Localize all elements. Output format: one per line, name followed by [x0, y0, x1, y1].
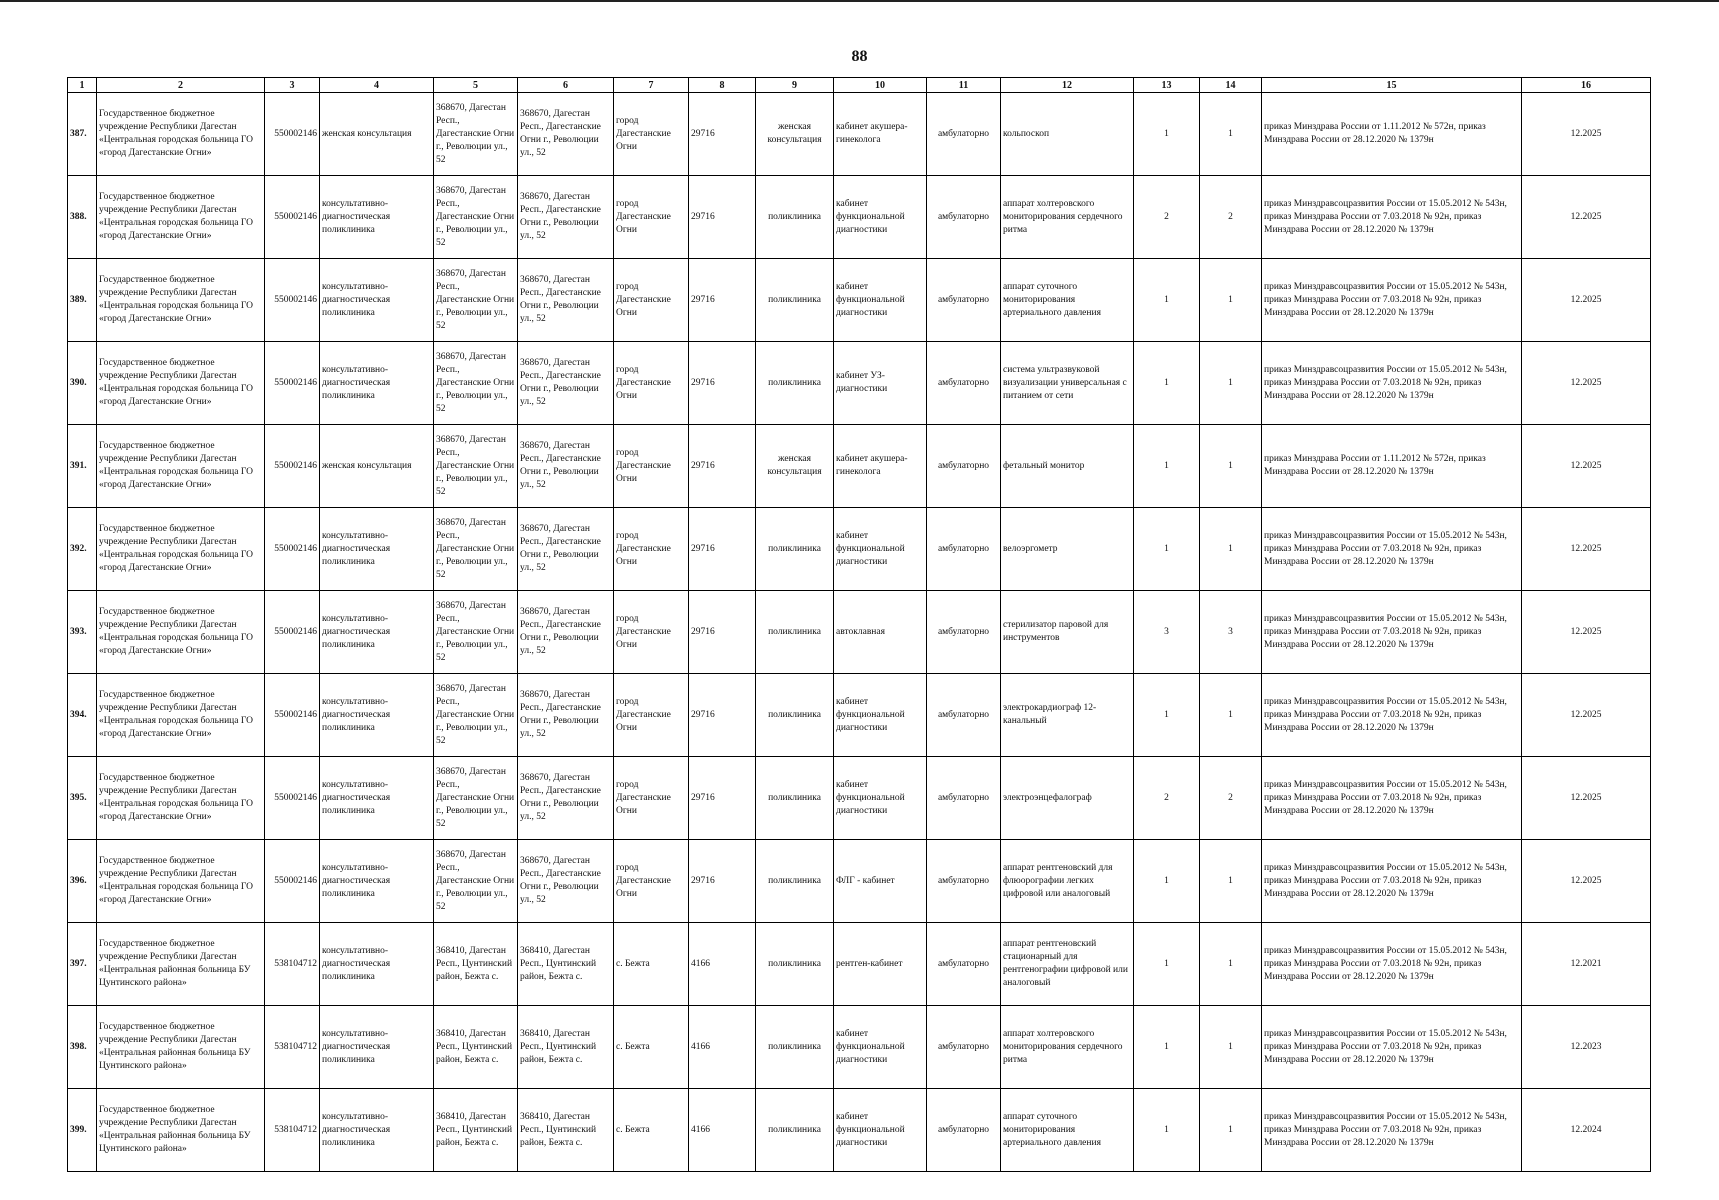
legal-address: 368670, Дагестан Респ., Дагестанские Огни г., Революции ул., 52: [434, 591, 518, 674]
table-row: [68, 923, 1651, 1006]
department-name: женская консультация: [320, 425, 434, 508]
column-header: 14: [1200, 78, 1262, 93]
quantity-planned: 1: [1200, 923, 1262, 1006]
oktmo-code: 4166: [689, 1089, 756, 1172]
settlement: город Дагестанские Огни: [614, 757, 689, 840]
delivery-date: 12.2025: [1522, 93, 1651, 176]
regulatory-order: приказ Минздравсоцразвития России от 15.05.2012 № 543н, приказ Минздрава России от 7.03.2018 № 92н, приказ Минздрава России от 28.12.2020 № 1379н: [1262, 923, 1522, 1006]
row-number: 388.: [68, 176, 97, 259]
table-row: [68, 1089, 1651, 1172]
column-header: 11: [927, 78, 1001, 93]
equipment-registry-table: [67, 77, 1651, 1172]
column-header: 4: [320, 78, 434, 93]
organization-code: 538104712: [265, 1089, 320, 1172]
equipment-name: аппарат суточного мониторирования артериального давления: [1001, 1089, 1134, 1172]
table-row: [68, 757, 1651, 840]
organization-code: 550002146: [265, 176, 320, 259]
organization-name: Государственное бюджетное учреждение Республики Дагестан «Центральная городская больница ГО «город Дагестанские Огни»: [97, 342, 265, 425]
equipment-name: кольпоскоп: [1001, 93, 1134, 176]
column-header: 5: [434, 78, 518, 93]
room-name: кабинет акушера-гинеколога: [834, 425, 927, 508]
organization-name: Государственное бюджетное учреждение Республики Дагестан «Центральная городская больница ГО «город Дагестанские Огни»: [97, 259, 265, 342]
oktmo-code: 29716: [689, 508, 756, 591]
organization-code: 550002146: [265, 757, 320, 840]
organization-code: 550002146: [265, 259, 320, 342]
quantity-required: 1: [1134, 1089, 1200, 1172]
care-conditions: амбулаторно: [927, 840, 1001, 923]
row-number: 391.: [68, 425, 97, 508]
legal-address: 368670, Дагестан Респ., Дагестанские Огни г., Революции ул., 52: [434, 508, 518, 591]
oktmo-code: 29716: [689, 674, 756, 757]
quantity-planned: 1: [1200, 342, 1262, 425]
settlement: с. Бежта: [614, 923, 689, 1006]
quantity-planned: 1: [1200, 508, 1262, 591]
oktmo-code: 29716: [689, 757, 756, 840]
organization-code: 550002146: [265, 591, 320, 674]
actual-address: 368670, Дагестан Респ., Дагестанские Огни г., Революции ул., 52: [518, 508, 614, 591]
department-name: консультативно-диагностическая поликлиника: [320, 259, 434, 342]
subdivision: поликлиника: [756, 1006, 834, 1089]
column-header: 9: [756, 78, 834, 93]
delivery-date: 12.2025: [1522, 425, 1651, 508]
delivery-date: 12.2025: [1522, 259, 1651, 342]
organization-name: Государственное бюджетное учреждение Республики Дагестан «Центральная городская больница ГО «город Дагестанские Огни»: [97, 591, 265, 674]
room-name: кабинет функциональной диагностики: [834, 1089, 927, 1172]
column-header: 13: [1134, 78, 1200, 93]
care-conditions: амбулаторно: [927, 425, 1001, 508]
table-row: [68, 591, 1651, 674]
column-number-row: [68, 78, 1651, 93]
department-name: консультативно-диагностическая поликлиника: [320, 1089, 434, 1172]
legal-address: 368670, Дагестан Респ., Дагестанские Огни г., Революции ул., 52: [434, 176, 518, 259]
column-header: 3: [265, 78, 320, 93]
care-conditions: амбулаторно: [927, 1089, 1001, 1172]
row-number: 395.: [68, 757, 97, 840]
settlement: город Дагестанские Огни: [614, 508, 689, 591]
oktmo-code: 29716: [689, 176, 756, 259]
delivery-date: 12.2025: [1522, 342, 1651, 425]
column-header: 1: [68, 78, 97, 93]
delivery-date: 12.2025: [1522, 757, 1651, 840]
equipment-name: аппарат рентгеновский стационарный для рентгенографии цифровой или аналоговый: [1001, 923, 1134, 1006]
regulatory-order: приказ Минздравсоцразвития России от 15.05.2012 № 543н, приказ Минздрава России от 7.03.2018 № 92н, приказ Минздрава России от 28.12.2020 № 1379н: [1262, 176, 1522, 259]
care-conditions: амбулаторно: [927, 259, 1001, 342]
row-number: 393.: [68, 591, 97, 674]
regulatory-order: приказ Минздравсоцразвития России от 15.05.2012 № 543н, приказ Минздрава России от 7.03.2018 № 92н, приказ Минздрава России от 28.12.2020 № 1379н: [1262, 674, 1522, 757]
settlement: город Дагестанские Огни: [614, 591, 689, 674]
quantity-planned: 1: [1200, 93, 1262, 176]
organization-name: Государственное бюджетное учреждение Республики Дагестан «Центральная городская больница ГО «город Дагестанские Огни»: [97, 674, 265, 757]
equipment-name: аппарат холтеровского мониторирования сердечного ритма: [1001, 1006, 1134, 1089]
quantity-required: 2: [1134, 757, 1200, 840]
oktmo-code: 29716: [689, 840, 756, 923]
care-conditions: амбулаторно: [927, 591, 1001, 674]
delivery-date: 12.2021: [1522, 923, 1651, 1006]
actual-address: 368670, Дагестан Респ., Дагестанские Огни г., Революции ул., 52: [518, 840, 614, 923]
table-row: [68, 1006, 1651, 1089]
quantity-required: 3: [1134, 591, 1200, 674]
care-conditions: амбулаторно: [927, 176, 1001, 259]
department-name: консультативно-диагностическая поликлиника: [320, 674, 434, 757]
regulatory-order: приказ Минздравсоцразвития России от 15.05.2012 № 543н, приказ Минздрава России от 7.03.2018 № 92н, приказ Минздрава России от 28.12.2020 № 1379н: [1262, 591, 1522, 674]
row-number: 394.: [68, 674, 97, 757]
organization-code: 550002146: [265, 508, 320, 591]
care-conditions: амбулаторно: [927, 923, 1001, 1006]
table-row: [68, 425, 1651, 508]
department-name: консультативно-диагностическая поликлиника: [320, 176, 434, 259]
column-header: 16: [1522, 78, 1651, 93]
equipment-name: система ультразвуковой визуализации универсальная с питанием от сети: [1001, 342, 1134, 425]
regulatory-order: приказ Минздравсоцразвития России от 15.05.2012 № 543н, приказ Минздрава России от 7.03.2018 № 92н, приказ Минздрава России от 28.12.2020 № 1379н: [1262, 259, 1522, 342]
table-row: [68, 259, 1651, 342]
organization-code: 550002146: [265, 840, 320, 923]
regulatory-order: приказ Минздрава России от 1.11.2012 № 572н, приказ Минздрава России от 28.12.2020 № 1379н: [1262, 425, 1522, 508]
quantity-planned: 1: [1200, 674, 1262, 757]
row-number: 392.: [68, 508, 97, 591]
actual-address: 368670, Дагестан Респ., Дагестанские Огни г., Революции ул., 52: [518, 425, 614, 508]
care-conditions: амбулаторно: [927, 508, 1001, 591]
organization-code: 550002146: [265, 425, 320, 508]
actual-address: 368670, Дагестан Респ., Дагестанские Огни г., Революции ул., 52: [518, 591, 614, 674]
equipment-name: аппарат холтеровского мониторирования сердечного ритма: [1001, 176, 1134, 259]
actual-address: 368670, Дагестан Респ., Дагестанские Огни г., Революции ул., 52: [518, 342, 614, 425]
row-number: 397.: [68, 923, 97, 1006]
delivery-date: 12.2025: [1522, 674, 1651, 757]
subdivision: женская консультация: [756, 425, 834, 508]
actual-address: 368670, Дагестан Респ., Дагестанские Огни г., Революции ул., 52: [518, 93, 614, 176]
row-number: 389.: [68, 259, 97, 342]
table-row: [68, 176, 1651, 259]
regulatory-order: приказ Минздравсоцразвития России от 15.05.2012 № 543н, приказ Минздрава России от 7.03.2018 № 92н, приказ Минздрава России от 28.12.2020 № 1379н: [1262, 1006, 1522, 1089]
organization-code: 538104712: [265, 923, 320, 1006]
care-conditions: амбулаторно: [927, 757, 1001, 840]
subdivision: поликлиника: [756, 259, 834, 342]
department-name: консультативно-диагностическая поликлиника: [320, 757, 434, 840]
quantity-required: 1: [1134, 425, 1200, 508]
quantity-required: 1: [1134, 342, 1200, 425]
organization-code: 538104712: [265, 1006, 320, 1089]
quantity-planned: 3: [1200, 591, 1262, 674]
regulatory-order: приказ Минздравсоцразвития России от 15.05.2012 № 543н, приказ Минздрава России от 7.03.2018 № 92н, приказ Минздрава России от 28.12.2020 № 1379н: [1262, 342, 1522, 425]
regulatory-order: приказ Минздрава России от 1.11.2012 № 572н, приказ Минздрава России от 28.12.2020 № 1379н: [1262, 93, 1522, 176]
organization-name: Государственное бюджетное учреждение Республики Дагестан «Центральная городская больница ГО «город Дагестанские Огни»: [97, 840, 265, 923]
delivery-date: 12.2025: [1522, 591, 1651, 674]
room-name: кабинет функциональной диагностики: [834, 508, 927, 591]
organization-name: Государственное бюджетное учреждение Республики Дагестан «Центральная городская больница ГО «город Дагестанские Огни»: [97, 93, 265, 176]
regulatory-order: приказ Минздравсоцразвития России от 15.05.2012 № 543н, приказ Минздрава России от 7.03.2018 № 92н, приказ Минздрава России от 28.12.2020 № 1379н: [1262, 840, 1522, 923]
quantity-planned: 1: [1200, 259, 1262, 342]
column-header: 12: [1001, 78, 1134, 93]
table-row: [68, 508, 1651, 591]
equipment-name: аппарат суточного мониторирования артериального давления: [1001, 259, 1134, 342]
quantity-planned: 2: [1200, 757, 1262, 840]
row-number: 396.: [68, 840, 97, 923]
actual-address: 368410, Дагестан Респ., Цунтинский район, Бежта с.: [518, 1089, 614, 1172]
oktmo-code: 4166: [689, 1006, 756, 1089]
organization-code: 550002146: [265, 342, 320, 425]
department-name: консультативно-диагностическая поликлиника: [320, 342, 434, 425]
legal-address: 368670, Дагестан Респ., Дагестанские Огни г., Революции ул., 52: [434, 840, 518, 923]
subdivision: женская консультация: [756, 93, 834, 176]
room-name: кабинет функциональной диагностики: [834, 674, 927, 757]
delivery-date: 12.2025: [1522, 840, 1651, 923]
actual-address: 368670, Дагестан Респ., Дагестанские Огни г., Революции ул., 52: [518, 674, 614, 757]
equipment-name: аппарат рентгеновский для флюорографии легких цифровой или аналоговый: [1001, 840, 1134, 923]
subdivision: поликлиника: [756, 840, 834, 923]
room-name: рентген-кабинет: [834, 923, 927, 1006]
regulatory-order: приказ Минздравсоцразвития России от 15.05.2012 № 543н, приказ Минздрава России от 7.03.2018 № 92н, приказ Минздрава России от 28.12.2020 № 1379н: [1262, 757, 1522, 840]
department-name: консультативно-диагностическая поликлиника: [320, 508, 434, 591]
column-header: 6: [518, 78, 614, 93]
organization-name: Государственное бюджетное учреждение Республики Дагестан «Центральная районная больница БУ Цунтинского района»: [97, 1006, 265, 1089]
settlement: город Дагестанские Огни: [614, 425, 689, 508]
legal-address: 368410, Дагестан Респ., Цунтинский район, Бежта с.: [434, 1006, 518, 1089]
care-conditions: амбулаторно: [927, 674, 1001, 757]
quantity-required: 1: [1134, 508, 1200, 591]
row-number: 387.: [68, 93, 97, 176]
settlement: город Дагестанские Огни: [614, 342, 689, 425]
delivery-date: 12.2025: [1522, 508, 1651, 591]
column-header: 2: [97, 78, 265, 93]
table-row: [68, 93, 1651, 176]
organization-name: Государственное бюджетное учреждение Республики Дагестан «Центральная районная больница БУ Цунтинского района»: [97, 1089, 265, 1172]
room-name: кабинет функциональной диагностики: [834, 1006, 927, 1089]
subdivision: поликлиника: [756, 508, 834, 591]
equipment-name: электроэнцефалограф: [1001, 757, 1134, 840]
legal-address: 368670, Дагестан Респ., Дагестанские Огни г., Революции ул., 52: [434, 342, 518, 425]
room-name: кабинет УЗ-диагностики: [834, 342, 927, 425]
quantity-required: 2: [1134, 176, 1200, 259]
subdivision: поликлиника: [756, 757, 834, 840]
oktmo-code: 29716: [689, 591, 756, 674]
delivery-date: 12.2023: [1522, 1006, 1651, 1089]
settlement: с. Бежта: [614, 1006, 689, 1089]
row-number: 399.: [68, 1089, 97, 1172]
department-name: консультативно-диагностическая поликлиника: [320, 1006, 434, 1089]
room-name: ФЛГ - кабинет: [834, 840, 927, 923]
room-name: кабинет функциональной диагностики: [834, 259, 927, 342]
page-number: 88: [851, 48, 868, 65]
organization-name: Государственное бюджетное учреждение Республики Дагестан «Центральная городская больница ГО «город Дагестанские Огни»: [97, 757, 265, 840]
subdivision: поликлиника: [756, 923, 834, 1006]
oktmo-code: 4166: [689, 923, 756, 1006]
quantity-required: 1: [1134, 923, 1200, 1006]
subdivision: поликлиника: [756, 591, 834, 674]
equipment-name: фетальный монитор: [1001, 425, 1134, 508]
actual-address: 368670, Дагестан Респ., Дагестанские Огни г., Революции ул., 52: [518, 176, 614, 259]
settlement: город Дагестанские Огни: [614, 674, 689, 757]
scan-edge-line: [0, 0, 1719, 2]
equipment-name: велоэргометр: [1001, 508, 1134, 591]
department-name: консультативно-диагностическая поликлиника: [320, 923, 434, 1006]
oktmo-code: 29716: [689, 342, 756, 425]
row-number: 398.: [68, 1006, 97, 1089]
column-header: 15: [1262, 78, 1522, 93]
column-header: 7: [614, 78, 689, 93]
care-conditions: амбулаторно: [927, 93, 1001, 176]
settlement: с. Бежта: [614, 1089, 689, 1172]
care-conditions: амбулаторно: [927, 1006, 1001, 1089]
room-name: кабинет функциональной диагностики: [834, 757, 927, 840]
organization-name: Государственное бюджетное учреждение Республики Дагестан «Центральная городская больница ГО «город Дагестанские Огни»: [97, 176, 265, 259]
actual-address: 368410, Дагестан Респ., Цунтинский район, Бежта с.: [518, 1006, 614, 1089]
table-row: [68, 342, 1651, 425]
organization-code: 550002146: [265, 674, 320, 757]
department-name: консультативно-диагностическая поликлиника: [320, 591, 434, 674]
oktmo-code: 29716: [689, 93, 756, 176]
room-name: автоклавная: [834, 591, 927, 674]
equipment-name: электрокардиограф 12-канальный: [1001, 674, 1134, 757]
quantity-required: 1: [1134, 840, 1200, 923]
legal-address: 368670, Дагестан Респ., Дагестанские Огни г., Революции ул., 52: [434, 425, 518, 508]
oktmo-code: 29716: [689, 259, 756, 342]
care-conditions: амбулаторно: [927, 342, 1001, 425]
legal-address: 368670, Дагестан Респ., Дагестанские Огни г., Революции ул., 52: [434, 674, 518, 757]
quantity-required: 1: [1134, 1006, 1200, 1089]
organization-name: Государственное бюджетное учреждение Республики Дагестан «Центральная районная больница БУ Цунтинского района»: [97, 923, 265, 1006]
room-name: кабинет функциональной диагностики: [834, 176, 927, 259]
quantity-planned: 1: [1200, 425, 1262, 508]
quantity-planned: 1: [1200, 1089, 1262, 1172]
legal-address: 368670, Дагестан Респ., Дагестанские Огни г., Революции ул., 52: [434, 757, 518, 840]
department-name: консультативно-диагностическая поликлиника: [320, 840, 434, 923]
table-row: [68, 674, 1651, 757]
organization-code: 550002146: [265, 93, 320, 176]
quantity-planned: 1: [1200, 840, 1262, 923]
legal-address: 368410, Дагестан Респ., Цунтинский район, Бежта с.: [434, 1089, 518, 1172]
regulatory-order: приказ Минздравсоцразвития России от 15.05.2012 № 543н, приказ Минздрава России от 7.03.2018 № 92н, приказ Минздрава России от 28.12.2020 № 1379н: [1262, 508, 1522, 591]
department-name: женская консультация: [320, 93, 434, 176]
subdivision: поликлиника: [756, 176, 834, 259]
legal-address: 368410, Дагестан Респ., Цунтинский район, Бежта с.: [434, 923, 518, 1006]
row-number: 390.: [68, 342, 97, 425]
quantity-required: 1: [1134, 93, 1200, 176]
column-header: 10: [834, 78, 927, 93]
table-row: [68, 840, 1651, 923]
equipment-name: стерилизатор паровой для инструментов: [1001, 591, 1134, 674]
settlement: город Дагестанские Огни: [614, 840, 689, 923]
delivery-date: 12.2025: [1522, 176, 1651, 259]
actual-address: 368410, Дагестан Респ., Цунтинский район, Бежта с.: [518, 923, 614, 1006]
legal-address: 368670, Дагестан Респ., Дагестанские Огни г., Революции ул., 52: [434, 93, 518, 176]
actual-address: 368670, Дагестан Респ., Дагестанские Огни г., Революции ул., 52: [518, 757, 614, 840]
organization-name: Государственное бюджетное учреждение Республики Дагестан «Центральная городская больница ГО «город Дагестанские Огни»: [97, 508, 265, 591]
column-header: 8: [689, 78, 756, 93]
subdivision: поликлиника: [756, 342, 834, 425]
oktmo-code: 29716: [689, 425, 756, 508]
settlement: город Дагестанские Огни: [614, 176, 689, 259]
actual-address: 368670, Дагестан Респ., Дагестанские Огни г., Революции ул., 52: [518, 259, 614, 342]
subdivision: поликлиника: [756, 1089, 834, 1172]
legal-address: 368670, Дагестан Респ., Дагестанские Огни г., Революции ул., 52: [434, 259, 518, 342]
settlement: город Дагестанские Огни: [614, 93, 689, 176]
delivery-date: 12.2024: [1522, 1089, 1651, 1172]
quantity-planned: 1: [1200, 1006, 1262, 1089]
quantity-required: 1: [1134, 674, 1200, 757]
room-name: кабинет акушера-гинеколога: [834, 93, 927, 176]
subdivision: поликлиника: [756, 674, 834, 757]
settlement: город Дагестанские Огни: [614, 259, 689, 342]
organization-name: Государственное бюджетное учреждение Республики Дагестан «Центральная городская больница ГО «город Дагестанские Огни»: [97, 425, 265, 508]
regulatory-order: приказ Минздравсоцразвития России от 15.05.2012 № 543н, приказ Минздрава России от 7.03.2018 № 92н, приказ Минздрава России от 28.12.2020 № 1379н: [1262, 1089, 1522, 1172]
quantity-required: 1: [1134, 259, 1200, 342]
quantity-planned: 2: [1200, 176, 1262, 259]
